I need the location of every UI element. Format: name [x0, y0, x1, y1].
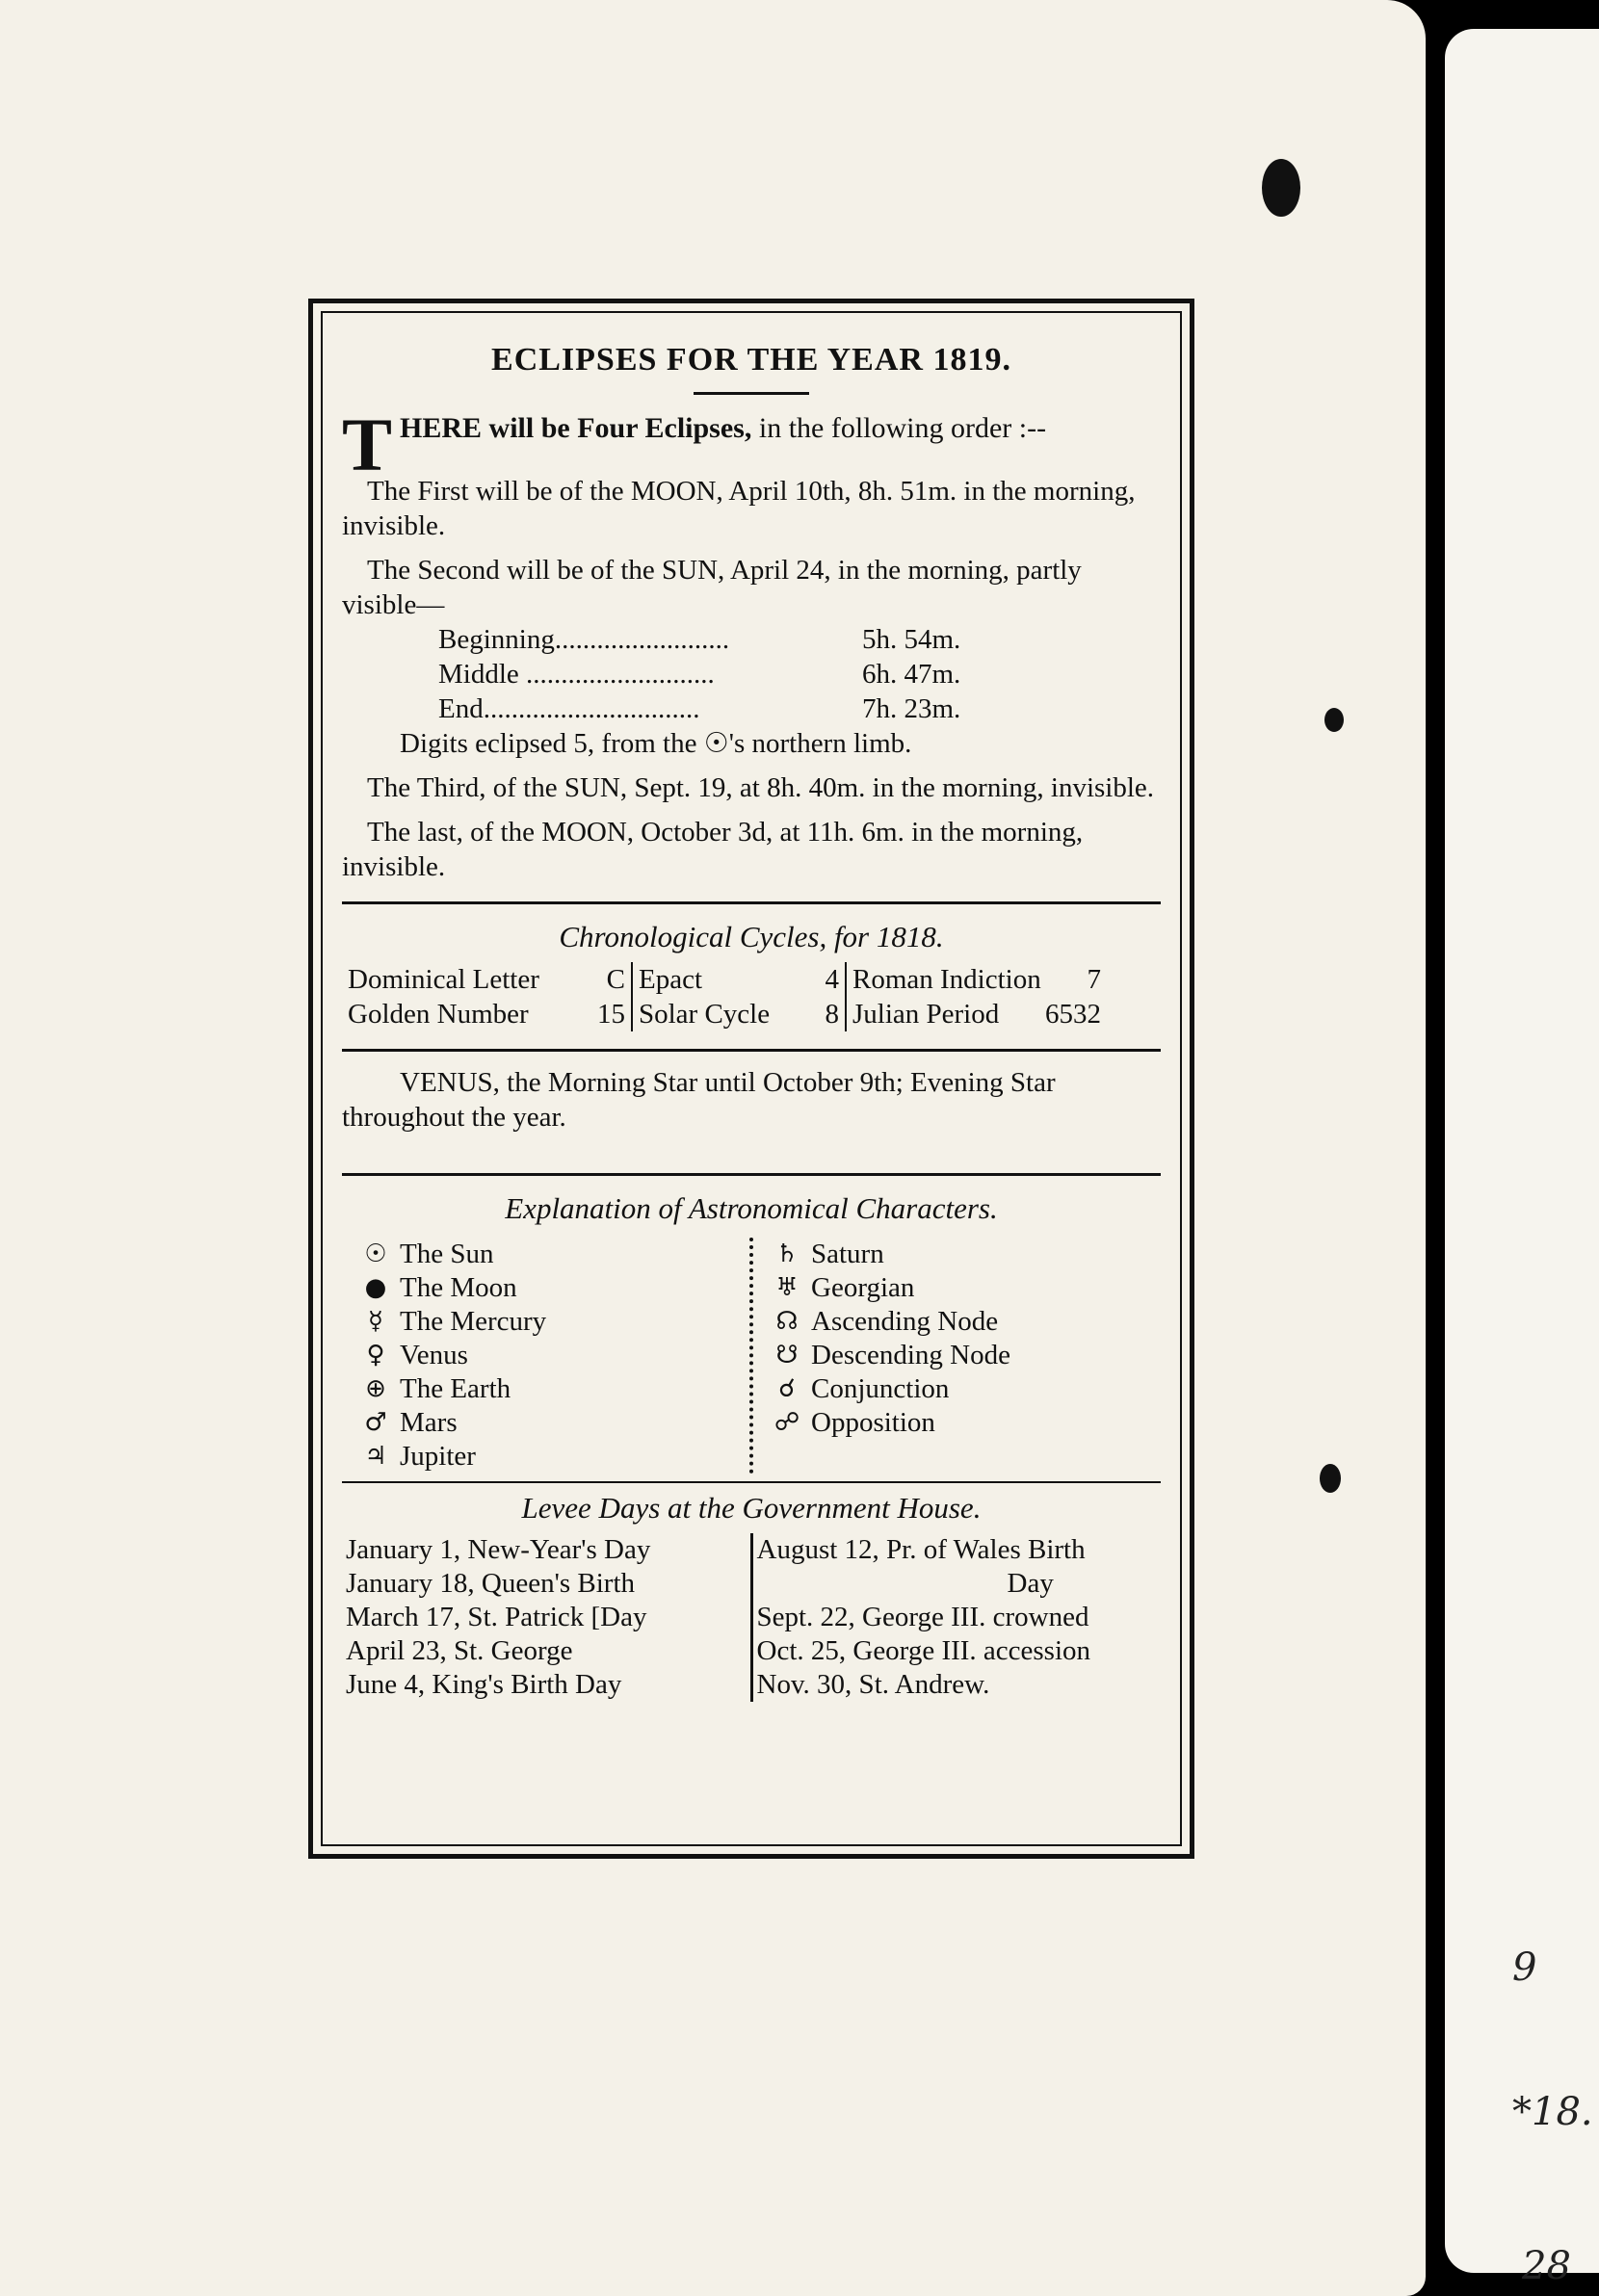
- cycles-title: Chronological Cycles, for 1818.: [559, 920, 944, 953]
- character-row: [352, 1305, 749, 1339]
- eclipse-timeline: [342, 622, 1161, 726]
- character-name: The Mercury: [400, 1306, 547, 1337]
- venus-note: VENUS, the Morning Star until October 9th; Evening Star throughout the year.: [342, 1067, 1056, 1133]
- margin-note: 28: [1522, 2244, 1571, 2288]
- character-name: The Earth: [400, 1373, 511, 1404]
- cycle-cell: [633, 962, 845, 997]
- levee-row: April 23, St. George: [346, 1635, 573, 1666]
- levee-row: January 18, Queen's Birth: [346, 1568, 635, 1599]
- intro-paragraph: [342, 403, 1161, 486]
- cycle-cell: [342, 962, 631, 997]
- opposition-icon: ☍: [773, 1408, 800, 1437]
- conjunction-icon: ☌: [778, 1374, 796, 1403]
- timeline-row: [342, 691, 1161, 726]
- levee-row: August 12, Pr. of Wales Birth: [756, 1534, 1086, 1565]
- character-row: [763, 1271, 1161, 1305]
- divider: [342, 1173, 1161, 1176]
- timeline-value: 7h. 23m.: [862, 693, 961, 724]
- cycle-value: 7: [1087, 964, 1101, 995]
- character-row: [352, 1440, 749, 1474]
- characters-right-column: [753, 1238, 1161, 1474]
- character-row: [763, 1406, 1161, 1440]
- levee-table: [342, 1533, 1161, 1702]
- cycle-value: C: [606, 964, 625, 995]
- levee-title: Levee Days at the Government House.: [521, 1491, 982, 1525]
- eclipse-third: The Third, of the SUN, Sept. 19, at 8h. 40m. in the morning, invisible.: [367, 772, 1155, 803]
- eclipse-first: The First will be of the MOON, April 10th, 8h. 51m. in the morning, invisible.: [342, 476, 1136, 541]
- character-name: The Sun: [400, 1239, 494, 1269]
- intro-rest: in the following order :--: [751, 412, 1047, 444]
- character-row: [763, 1238, 1161, 1271]
- cycles-table: [342, 962, 1161, 1031]
- margin-note: *18.: [1512, 2090, 1593, 2134]
- levee-row: Day: [1007, 1568, 1054, 1599]
- binding-hole: [1262, 159, 1300, 217]
- cycle-key: Dominical Letter: [348, 964, 539, 995]
- cycle-value: 6532: [1045, 999, 1101, 1030]
- digits-eclipsed: Digits eclipsed 5, from the ☉'s northern limb.: [400, 728, 912, 759]
- cycle-cell: [342, 997, 631, 1031]
- cycle-cell: [847, 962, 1107, 997]
- jupiter-icon: ♃: [364, 1442, 387, 1471]
- timeline-row: [342, 622, 1161, 657]
- character-row: [352, 1339, 749, 1372]
- cycle-key: Golden Number: [348, 999, 529, 1030]
- ascending-node-icon: ☊: [775, 1307, 799, 1336]
- cycle-key: Julian Period: [852, 999, 1000, 1030]
- timeline-value: 5h. 54m.: [862, 624, 961, 655]
- character-name: Jupiter: [400, 1441, 476, 1472]
- moon-icon: ●: [364, 1273, 387, 1302]
- character-row: [352, 1372, 749, 1406]
- character-name: Venus: [400, 1340, 468, 1370]
- saturn-icon: ♄: [775, 1239, 799, 1268]
- character-name: Georgian: [811, 1272, 915, 1303]
- character-name: Ascending Node: [811, 1306, 999, 1337]
- timeline-value: 6h. 47m.: [862, 659, 961, 690]
- cycle-value: 4: [825, 964, 839, 995]
- timeline-label: Beginning.........................: [438, 624, 730, 655]
- levee-row: Nov. 30, St. Andrew.: [756, 1669, 990, 1700]
- character-row: [352, 1271, 749, 1305]
- levee-row: March 17, St. Patrick [Day: [346, 1602, 647, 1632]
- divider: [342, 1481, 1161, 1483]
- characters-table: [342, 1238, 1161, 1474]
- almanac-frame: [308, 299, 1194, 1859]
- cycle-cell: [633, 997, 845, 1031]
- uranus-icon: ♅: [775, 1273, 799, 1302]
- character-row: [352, 1238, 749, 1271]
- cycle-key: Roman Indiction: [852, 964, 1041, 995]
- cycle-key: Epact: [639, 964, 703, 995]
- character-row: [763, 1339, 1161, 1372]
- character-name: Conjunction: [811, 1373, 950, 1404]
- character-name: Saturn: [811, 1239, 884, 1269]
- levee-row: Sept. 22, George III. crowned: [756, 1602, 1089, 1632]
- cycle-cell: [847, 997, 1107, 1031]
- title-rule: [694, 392, 809, 395]
- levee-row: January 1, New-Year's Day: [346, 1534, 651, 1565]
- sun-icon: ☉: [364, 1239, 387, 1268]
- mercury-icon: ☿: [368, 1307, 383, 1336]
- cycle-value: 8: [825, 999, 839, 1030]
- dropcap: T: [342, 403, 393, 486]
- levee-row: Oct. 25, George III. accession: [756, 1635, 1091, 1666]
- earth-icon: ⊕: [365, 1374, 386, 1403]
- facing-page-edge: [1445, 29, 1599, 2273]
- timeline-label: End...............................: [438, 693, 700, 724]
- intro-bold: HERE will be Four Eclipses,: [400, 412, 752, 444]
- character-name: Opposition: [811, 1407, 935, 1438]
- timeline-label: Middle ...........................: [438, 659, 715, 690]
- cycle-key: Solar Cycle: [639, 999, 771, 1030]
- character-name: The Moon: [400, 1272, 517, 1303]
- cycle-value: 15: [597, 999, 625, 1030]
- characters-left-column: [342, 1238, 749, 1474]
- binding-hole: [1320, 1464, 1341, 1493]
- character-name: Descending Node: [811, 1340, 1010, 1370]
- margin-note: 9: [1512, 1945, 1537, 1990]
- levee-right-column: [753, 1533, 1162, 1702]
- character-name: Mars: [400, 1407, 458, 1438]
- venus-icon: ♀: [366, 1341, 385, 1370]
- character-row: [352, 1406, 749, 1440]
- character-row: [763, 1305, 1161, 1339]
- almanac-content: [342, 342, 1161, 1702]
- divider: [342, 901, 1161, 904]
- mars-icon: ♂: [364, 1408, 387, 1437]
- page-title: ECLIPSES FOR THE YEAR 1819.: [491, 342, 1011, 378]
- eclipse-last: The last, of the MOON, October 3d, at 11h. 6m. in the morning, invisible.: [342, 817, 1084, 882]
- eclipse-second: The Second will be of the SUN, April 24, in the morning, partly visible—: [342, 555, 1082, 620]
- characters-title: Explanation of Astronomical Characters.: [505, 1191, 998, 1225]
- timeline-row: [342, 657, 1161, 691]
- descending-node-icon: ☋: [775, 1341, 799, 1370]
- divider: [342, 1049, 1161, 1052]
- character-row: [763, 1372, 1161, 1406]
- binding-hole: [1324, 708, 1344, 732]
- levee-row: June 4, King's Birth Day: [346, 1669, 622, 1700]
- levee-left-column: [342, 1533, 750, 1702]
